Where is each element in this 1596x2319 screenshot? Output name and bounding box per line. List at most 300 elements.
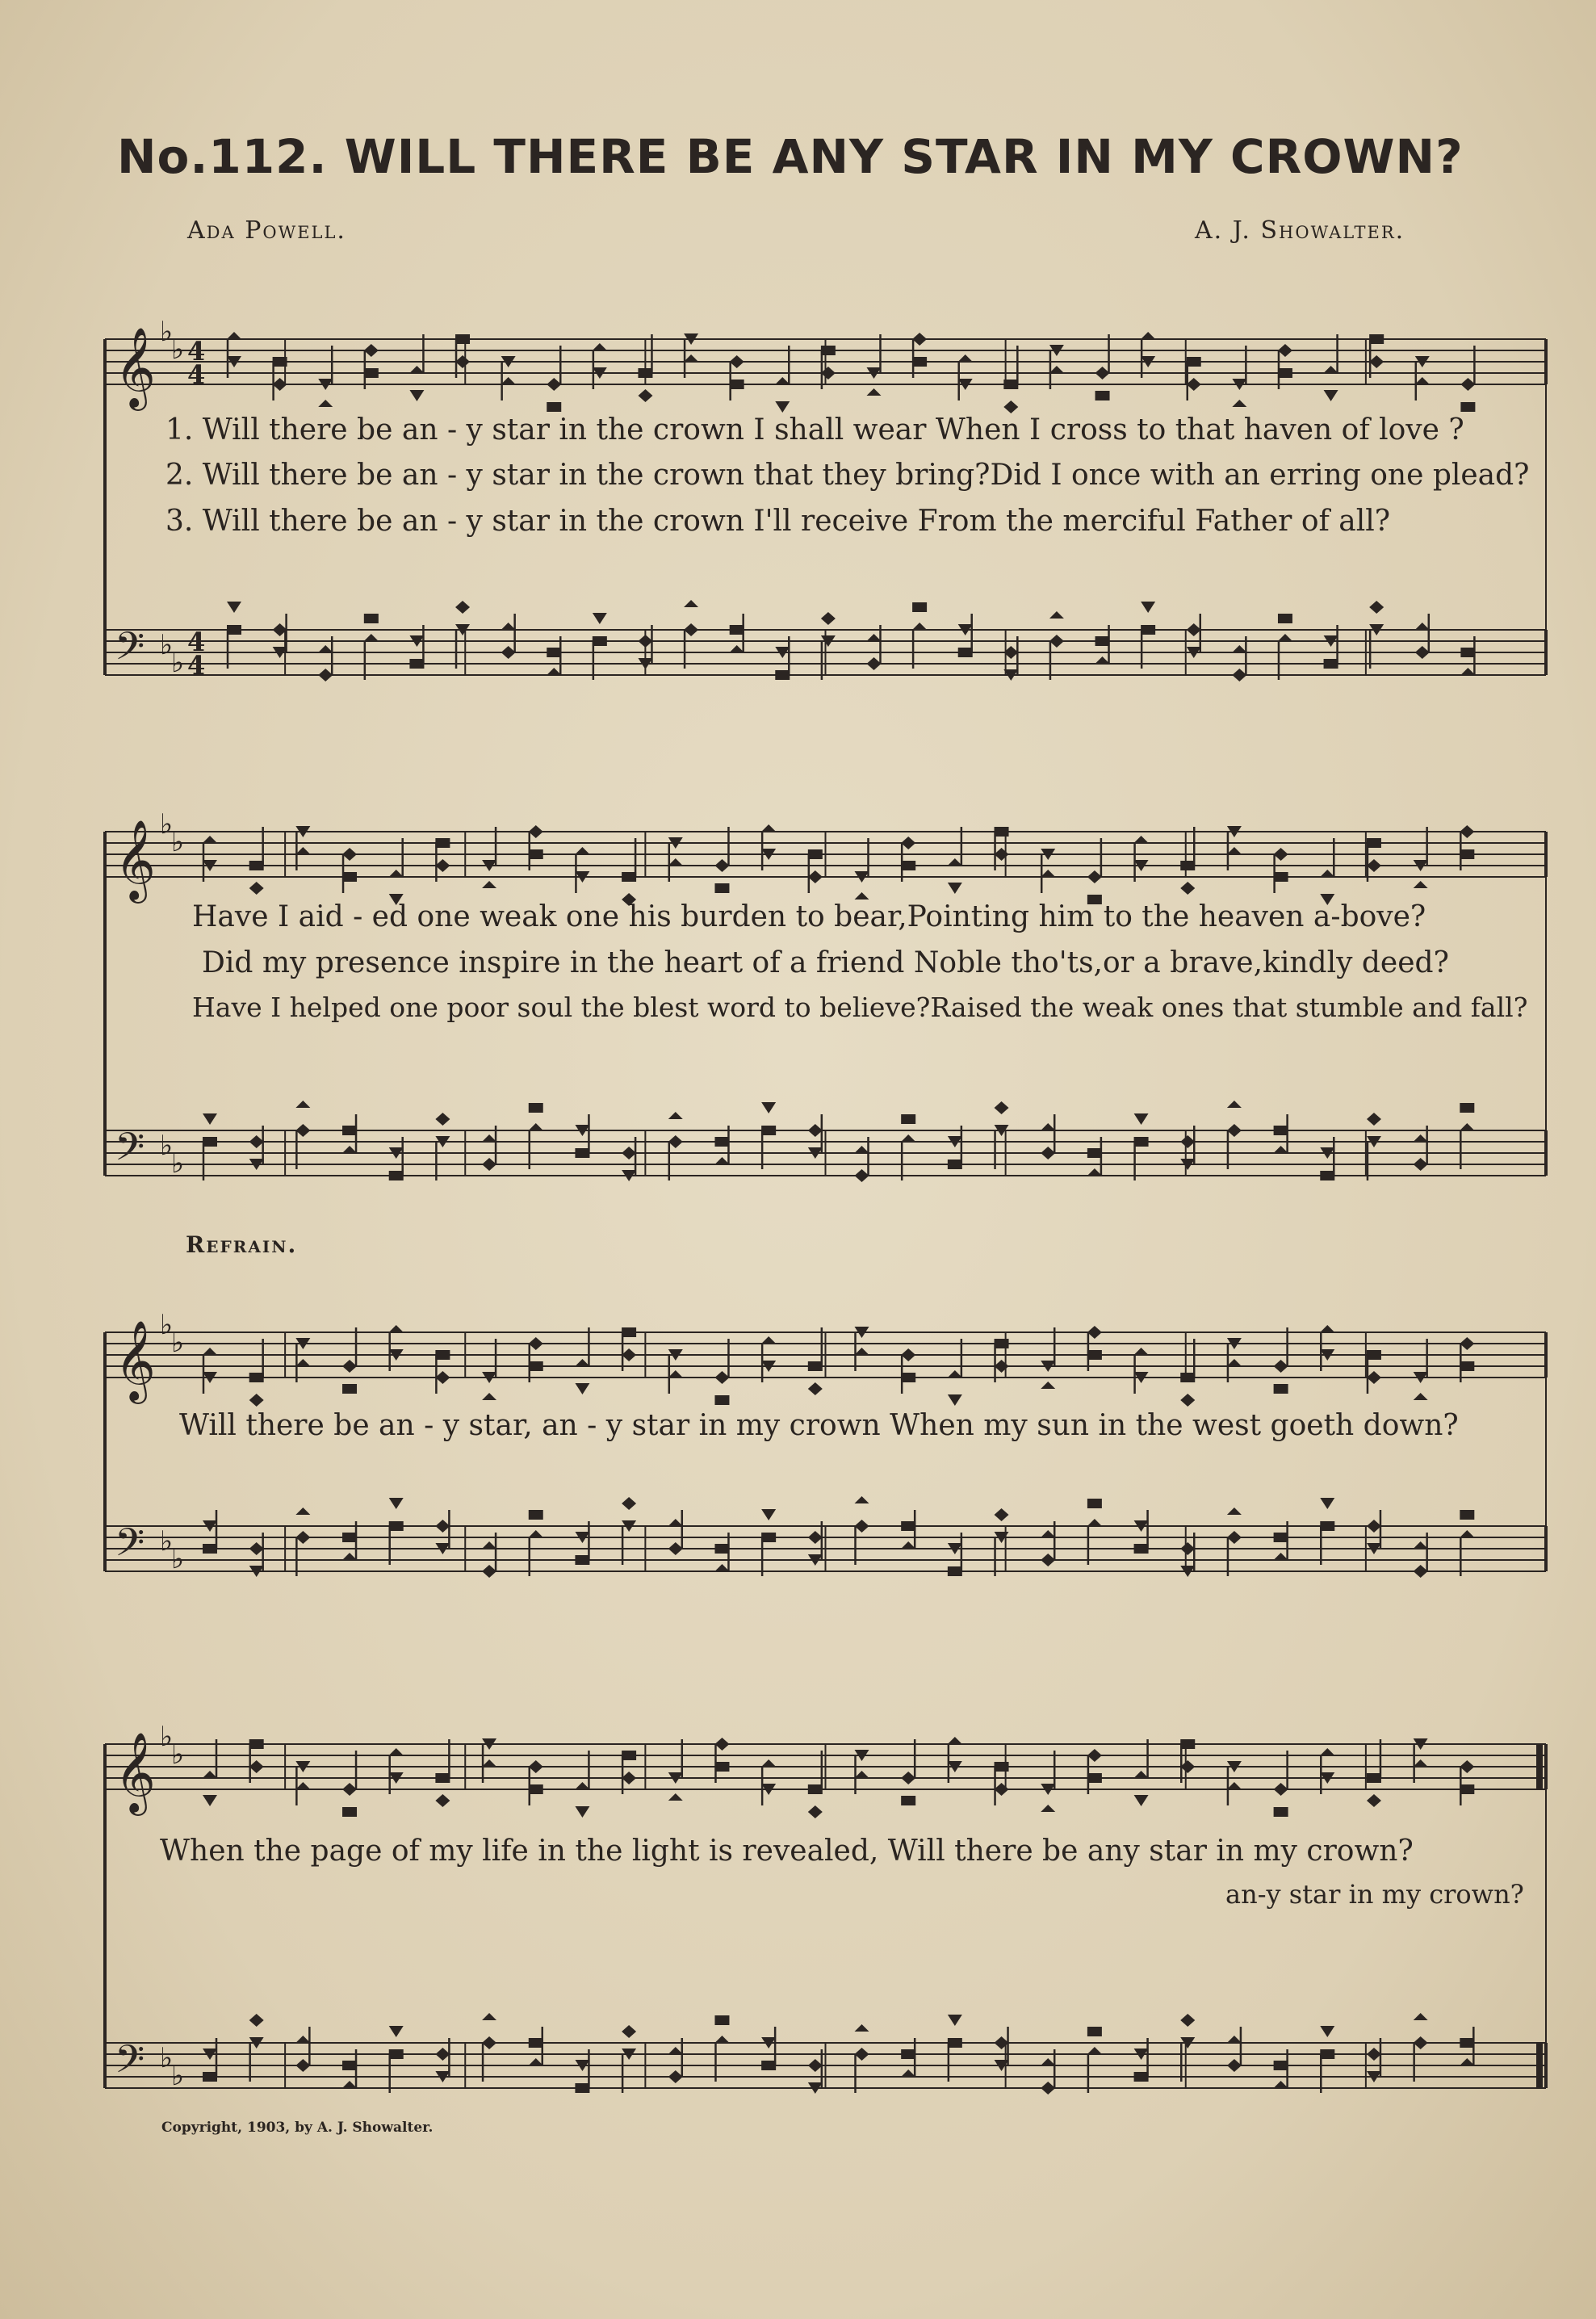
note-head (995, 1339, 1009, 1348)
flat-icon: ♭ (160, 808, 174, 841)
note-head (761, 1759, 776, 1767)
note-head (529, 825, 543, 838)
note-head (203, 1544, 217, 1554)
note-head (668, 1370, 683, 1378)
flat-icon: ♭ (160, 2042, 174, 2074)
note-head (1227, 847, 1242, 854)
note-head (1320, 1521, 1334, 1531)
note-head (249, 861, 264, 870)
note-head (730, 355, 744, 368)
note-head (501, 646, 516, 659)
note-head (1414, 881, 1428, 888)
note-head (203, 1137, 217, 1147)
note-head (821, 367, 836, 380)
note-head (1049, 611, 1064, 619)
note-head (808, 1531, 823, 1544)
note-head (1320, 1748, 1334, 1755)
note-head (1227, 1531, 1242, 1544)
note-head (1414, 1393, 1428, 1400)
note-head (575, 2083, 589, 2093)
note-head (714, 1371, 729, 1384)
note-head (775, 401, 790, 413)
note-head (547, 668, 561, 675)
note-head (714, 1762, 729, 1772)
note-head (995, 1360, 1009, 1373)
note-head (1460, 1530, 1474, 1537)
flat-icon: ♭ (171, 1543, 185, 1575)
note-head (775, 377, 790, 384)
note-head (855, 892, 869, 900)
note-head (1274, 1533, 1288, 1542)
note-head (1187, 623, 1201, 636)
note-head (203, 1113, 217, 1125)
note-head (593, 613, 607, 624)
note-head (1274, 2081, 1288, 2088)
flat-icon: ♭ (171, 1738, 185, 1771)
note-head (761, 824, 776, 832)
note-head (1041, 1123, 1055, 1130)
note-head (1095, 367, 1110, 380)
note-head (855, 1348, 869, 1355)
note-head (1134, 2072, 1149, 2082)
note-head (1320, 1325, 1334, 1332)
note-head (901, 2049, 915, 2059)
note-head (1367, 1520, 1381, 1533)
note-head (1041, 2082, 1055, 2095)
note-head (1134, 1771, 1149, 1778)
note-head (1278, 614, 1292, 623)
note-head (203, 1795, 217, 1806)
note-head (948, 1737, 962, 1744)
music-staves (97, 1268, 1562, 1623)
note-head (1320, 870, 1334, 877)
note-head (622, 1348, 636, 1361)
time-signature-bottom: 4 (187, 359, 206, 390)
note-head (948, 858, 962, 866)
note-head (714, 1157, 729, 1164)
note-head (435, 1371, 450, 1384)
note-head (1227, 2059, 1242, 2072)
note-head (668, 1112, 683, 1119)
flat-icon: ♭ (160, 1309, 174, 1341)
note-head (1180, 1760, 1195, 1773)
note-head (295, 1782, 310, 1789)
note-head (761, 1533, 776, 1542)
note-head (684, 623, 698, 636)
note-head (684, 354, 698, 362)
note-head (1414, 1565, 1428, 1578)
note-head (342, 1553, 357, 1560)
note-head (1274, 1783, 1288, 1796)
note-head (912, 333, 927, 346)
note-head (1003, 380, 1018, 389)
note-head (622, 1751, 636, 1760)
note-head (901, 2069, 915, 2077)
note-head (575, 1555, 589, 1565)
note-head (1367, 1773, 1381, 1783)
note-head (1324, 659, 1338, 669)
note-head (249, 1739, 264, 1749)
note-head (1087, 1148, 1102, 1158)
note-head (761, 1102, 776, 1113)
flat-icon: ♭ (160, 1525, 174, 1558)
note-head (529, 1784, 543, 1794)
note-head (342, 2081, 357, 2088)
note-head (295, 1508, 310, 1515)
note-head (1415, 646, 1430, 659)
note-head (529, 2058, 543, 2065)
note-head (714, 1738, 729, 1751)
note-head (1414, 2013, 1428, 2020)
note-head (1141, 625, 1155, 635)
note-head (912, 602, 927, 612)
note-head (575, 1782, 589, 1789)
note-head (1367, 1113, 1381, 1126)
note-head (318, 645, 333, 652)
verse-3-line-2: Have I helped one poor soul the blest word to believe?Raised the weak ones that stumble and fall? (192, 992, 1528, 1023)
note-head (389, 870, 404, 877)
note-head (1041, 2058, 1055, 2065)
note-head (389, 1748, 404, 1755)
note-head (1460, 1337, 1474, 1350)
note-head (455, 601, 470, 614)
note-head (638, 635, 652, 648)
note-head (1141, 602, 1155, 613)
note-head (808, 849, 823, 859)
note-head (1414, 1134, 1428, 1142)
note-head (1134, 1348, 1149, 1355)
note-head (203, 836, 217, 843)
refrain-echo: an-y star in my crown? (1225, 1879, 1524, 1910)
note-head (901, 1114, 915, 1124)
note-head (958, 354, 973, 362)
note-head (1320, 2049, 1334, 2059)
note-head (1460, 1361, 1474, 1371)
note-head (995, 848, 1009, 861)
note-head (389, 1521, 404, 1531)
treble-clef-icon: 𝄞 (115, 327, 156, 408)
note-head (249, 1542, 264, 1555)
note-head (948, 1566, 962, 1576)
note-head (435, 1773, 450, 1783)
note-head (203, 2072, 217, 2082)
note-head (1041, 1554, 1055, 1566)
note-head (912, 623, 927, 630)
note-head (622, 1497, 636, 1510)
note-head (901, 1521, 915, 1531)
hymn-title: No.112. WILL THERE BE ANY STAR IN MY CROWN? (117, 129, 1464, 184)
note-head (389, 1171, 404, 1180)
note-head (364, 634, 379, 641)
note-head (1460, 1784, 1474, 1794)
note-head (1460, 402, 1475, 412)
note-head (855, 1520, 869, 1533)
note-head (948, 1160, 962, 1169)
note-head (867, 634, 882, 641)
note-head (730, 645, 744, 652)
note-head (1180, 1739, 1195, 1749)
note-head (295, 2036, 310, 2043)
note-head (638, 368, 652, 378)
note-head (948, 1394, 962, 1406)
final-barline (1536, 2043, 1543, 2088)
note-head (1227, 1782, 1242, 1789)
refrain-label: Refrain. (186, 1231, 298, 1258)
note-head (435, 1794, 450, 1807)
note-head (1095, 636, 1110, 646)
note-head (1087, 2047, 1102, 2054)
note-head (684, 600, 698, 607)
note-head (593, 636, 607, 646)
note-head (1227, 1124, 1242, 1137)
note-head (714, 2036, 729, 2043)
note-head (714, 883, 729, 893)
note-head (249, 1394, 264, 1407)
note-head (409, 390, 424, 401)
note-head (1180, 1135, 1195, 1148)
flat-icon: ♭ (160, 316, 174, 348)
note-head (342, 1533, 357, 1542)
note-head (808, 1361, 823, 1371)
note-head (227, 332, 241, 339)
note-head (295, 1359, 310, 1366)
flat-icon: ♭ (160, 629, 174, 661)
note-head (622, 1147, 636, 1160)
note-head (1095, 391, 1110, 400)
note-head (1278, 368, 1292, 378)
bass-clef-icon: 𝄢 (115, 1520, 145, 1575)
note-head (1320, 1498, 1334, 1509)
note-head (342, 1384, 357, 1394)
note-head (1367, 2048, 1381, 2061)
note-head (1003, 400, 1018, 413)
note-head (622, 1772, 636, 1784)
note-head (1087, 1773, 1102, 1783)
refrain-line-2: When the page of my life in the light is revealed, Will there be any star in my crown? (160, 1835, 1414, 1868)
note-head (501, 623, 516, 630)
refrain-line-1: Will there be an - y star, an - y star in my crown When my sun in the west goeth down? (179, 1409, 1459, 1442)
note-head (821, 612, 836, 625)
note-head (1180, 1394, 1195, 1407)
lyricist-credit: Ada Powell. (187, 216, 346, 245)
note-head (1415, 377, 1430, 384)
note-head (389, 2026, 404, 2037)
note-head (529, 1123, 543, 1130)
note-head (668, 1135, 683, 1148)
note-head (622, 872, 636, 882)
note-head (1180, 2014, 1195, 2027)
note-head (342, 1126, 357, 1135)
note-head (482, 1565, 496, 1578)
note-head (808, 1382, 823, 1395)
note-head (668, 2047, 683, 2054)
note-head (1274, 2061, 1288, 2070)
note-head (1087, 1326, 1102, 1339)
time-signature-top: 4 (187, 336, 206, 367)
time-signature-top: 4 (187, 627, 206, 657)
note-head (855, 2024, 869, 2032)
note-head (761, 1509, 776, 1520)
verse-3-line-1: 3. Will there be an - y star in the crown I'll receive From the merciful Father of all? (165, 505, 1391, 538)
note-head (1460, 849, 1474, 859)
note-head (714, 1544, 729, 1554)
note-head (529, 849, 543, 859)
note-head (295, 1124, 310, 1137)
note-head (435, 1350, 450, 1360)
note-head (1274, 1384, 1288, 1394)
note-head (714, 859, 729, 872)
note-head (1460, 648, 1475, 657)
note-head (668, 1519, 683, 1526)
note-head (1041, 870, 1055, 877)
note-head (342, 2061, 357, 2070)
note-head (761, 2061, 776, 2070)
note-head (958, 648, 973, 657)
note-head (1460, 2058, 1474, 2065)
note-head (435, 1520, 450, 1533)
note-head (1274, 848, 1288, 861)
note-head (455, 355, 470, 368)
time-signature-bottom: 4 (187, 650, 206, 681)
note-head (1232, 669, 1246, 681)
note-head (1415, 623, 1430, 630)
note-head (901, 1348, 915, 1361)
note-head (389, 2049, 404, 2059)
note-head (1087, 1168, 1102, 1176)
note-head (1041, 1805, 1055, 1812)
note-head (1460, 378, 1475, 391)
note-head (1274, 1146, 1288, 1153)
note-head (1180, 861, 1195, 870)
note-head (249, 1760, 264, 1773)
note-head (1134, 1544, 1149, 1554)
note-head (808, 1784, 823, 1794)
note-head (342, 848, 357, 861)
note-head (1278, 634, 1292, 641)
note-head (808, 2059, 823, 2072)
note-head (1227, 1508, 1242, 1515)
note-head (1227, 2036, 1242, 2043)
note-head (389, 1498, 404, 1509)
note-head (1460, 668, 1475, 675)
note-head (1324, 366, 1338, 373)
note-head (1460, 2038, 1474, 2048)
flat-icon: ♭ (171, 647, 185, 679)
note-head (1274, 1807, 1288, 1817)
note-head (318, 669, 333, 681)
note-head (1187, 357, 1201, 367)
note-head (901, 1373, 915, 1382)
note-head (821, 346, 836, 355)
note-head (1414, 1158, 1428, 1171)
note-head (855, 2048, 869, 2061)
note-head (295, 1101, 310, 1108)
note-head (901, 1796, 915, 1805)
note-head (1369, 334, 1384, 344)
note-head (1041, 1530, 1055, 1537)
note-head (529, 1337, 543, 1350)
note-head (901, 1134, 915, 1142)
note-head (867, 657, 882, 670)
note-head (482, 2013, 496, 2020)
note-head (1278, 344, 1292, 357)
note-head (855, 1771, 869, 1778)
note-head (761, 1126, 776, 1135)
note-head (482, 881, 496, 888)
note-head (948, 1370, 962, 1378)
note-head (808, 1805, 823, 1818)
copyright-notice: Copyright, 1903, by A. J. Showalter. (161, 2120, 434, 2136)
note-head (730, 625, 744, 635)
note-head (547, 648, 561, 657)
note-head (482, 1158, 496, 1171)
note-head (995, 1101, 1009, 1114)
note-head (948, 2038, 962, 2048)
note-head (529, 1103, 543, 1113)
note-head (1367, 838, 1381, 848)
note-head (901, 1772, 915, 1784)
note-head (203, 1348, 217, 1355)
note-head (867, 388, 882, 396)
note-head (529, 1510, 543, 1520)
note-head (547, 402, 561, 412)
note-head (364, 614, 379, 623)
note-head (227, 602, 241, 613)
note-head (1274, 1553, 1288, 1560)
note-head (1227, 1359, 1242, 1366)
note-head (668, 1793, 683, 1801)
note-head (1087, 870, 1102, 883)
flat-icon: ♭ (160, 1130, 174, 1162)
note-head (1134, 1113, 1149, 1125)
note-head (435, 1113, 450, 1126)
note-head (249, 2014, 264, 2027)
note-head (995, 1508, 1009, 1521)
note-head (342, 1783, 357, 1796)
note-head (1274, 1360, 1288, 1373)
note-head (714, 2015, 729, 2025)
note-head (714, 1395, 729, 1405)
note-head (342, 1360, 357, 1373)
note-head (529, 1530, 543, 1537)
note-head (575, 847, 589, 854)
note-head (1180, 1373, 1195, 1382)
note-head (948, 883, 962, 894)
flat-icon: ♭ (171, 826, 185, 858)
note-head (364, 368, 379, 378)
note-head (1414, 1541, 1428, 1549)
note-head (1180, 882, 1195, 895)
note-head (342, 1146, 357, 1153)
verse-1-line-2: Have I aid - ed one weak one his burden to bear,Pointing him to the heaven a-bove? (192, 900, 1426, 933)
note-head (730, 380, 744, 389)
note-head (1367, 1794, 1381, 1807)
treble-clef-icon: 𝄞 (115, 820, 156, 900)
note-head (342, 1807, 357, 1817)
note-head (1141, 332, 1155, 339)
note-head (668, 2070, 683, 2083)
note-head (1414, 1759, 1428, 1767)
note-head (435, 838, 450, 848)
note-head (995, 827, 1009, 837)
note-head (409, 659, 424, 669)
verse-2-line-2: Did my presence inspire in the heart of a friend Noble tho'ts,or a brave,kindly deed? (202, 946, 1449, 979)
note-head (575, 1383, 589, 1394)
bass-clef-icon: 𝄢 (115, 1124, 145, 1179)
note-head (501, 377, 516, 384)
note-head (1367, 859, 1381, 872)
note-head (855, 1496, 869, 1503)
